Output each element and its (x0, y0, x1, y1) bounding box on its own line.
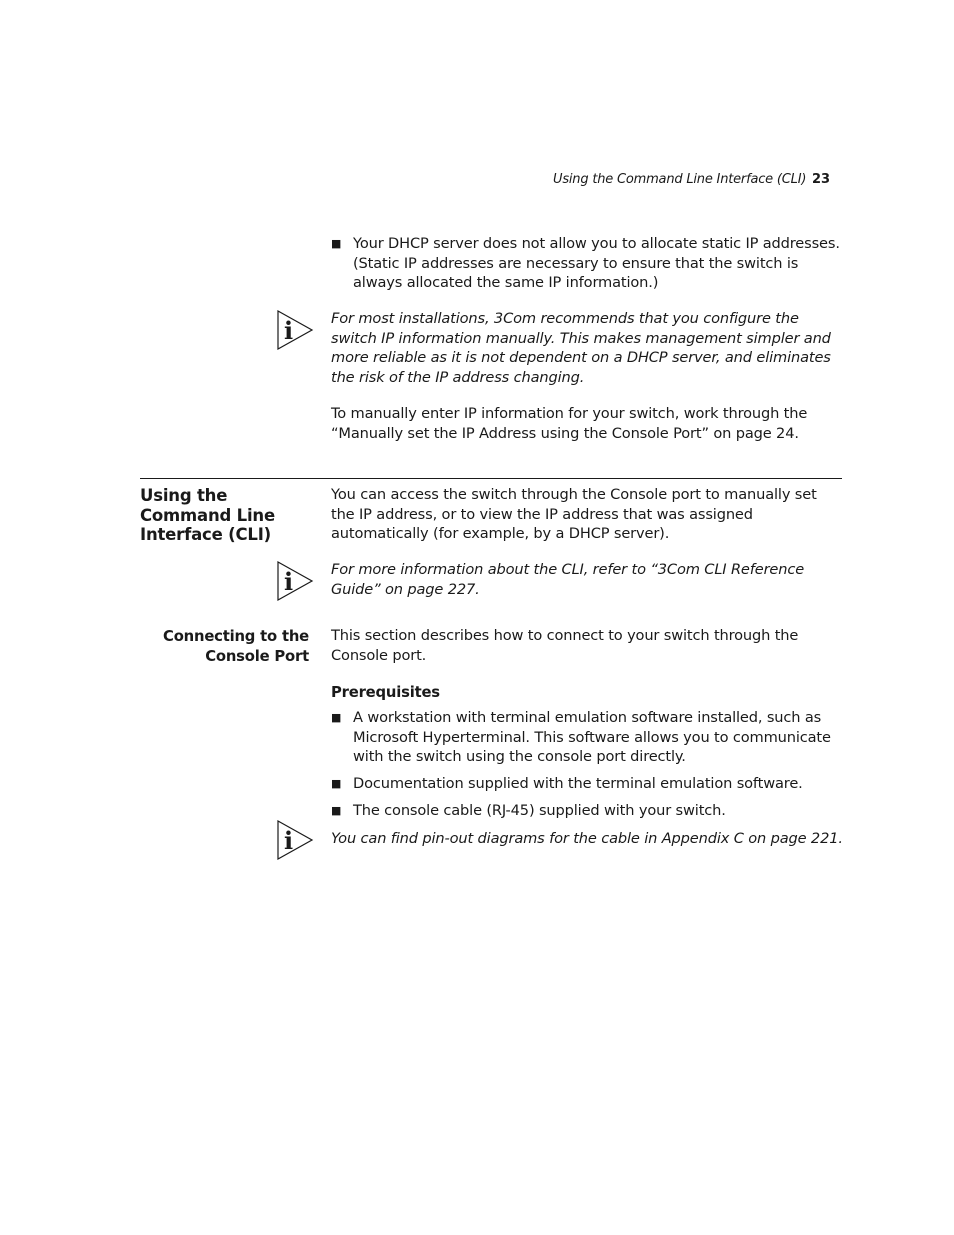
paragraph: You can access the switch through the Console port to manually set the IP address, or to view the IP address that was assigned automatically (for example, by a DHCP server). (331, 486, 817, 543)
list-item (331, 234, 841, 294)
note-text: For more information about the CLI, refer to “3Com CLI Reference Guide” on page 227. (331, 561, 805, 598)
bullet-marker: ■ (331, 711, 342, 724)
list-item (331, 774, 841, 794)
list-item (331, 708, 841, 768)
page-number: 23 (812, 172, 831, 187)
section-heading: Using the Command Line Interface (CLI) (140, 486, 275, 545)
bullet-marker: ■ (331, 777, 342, 790)
paragraph: This section describes how to connect to your switch through the Console port. (331, 627, 799, 664)
bullet-marker: ■ (331, 804, 342, 817)
running-header-title: Using the Command Line Interface (CLI) (553, 172, 807, 187)
list-item (331, 801, 841, 821)
section-divider (140, 478, 842, 479)
info-icon (276, 820, 314, 860)
svg-text:i: i (284, 567, 294, 596)
note-text: You can find pin-out diagrams for the cable in Appendix C on page 221. (331, 830, 843, 847)
bullet-text: Your DHCP server does not allow you to allocate static IP addresses. (Static IP addresses are necessary to ensure that the switch is always allocated the same IP information.) (353, 235, 840, 292)
note-text: For most installations, 3Com recommends that you configure the switch IP information manually. This makes management simpler and more reliable as it is not dependent on a DHCP server, and eliminates the risk of the IP address changing. (331, 310, 831, 386)
paragraph: To manually enter IP information for your switch, work through the “Manually set the IP Address using the Console Port” on page 24. (331, 405, 808, 442)
subsection-heading: Connecting to the Console Port (163, 628, 309, 665)
bullet-text: A workstation with terminal emulation software installed, such as Microsoft Hyperterminal. This software allows you to communicate with the switch using the console port directly. (353, 709, 831, 766)
info-icon (276, 561, 314, 601)
bullet-marker: ■ (331, 237, 342, 250)
svg-text:i: i (284, 316, 294, 345)
info-icon (276, 310, 314, 350)
prerequisites-heading: Prerequisites (331, 684, 440, 701)
bullet-text: The console cable (RJ-45) supplied with your switch. (353, 802, 726, 819)
bullet-text: Documentation supplied with the terminal emulation software. (353, 775, 803, 792)
svg-text:i: i (284, 826, 294, 855)
